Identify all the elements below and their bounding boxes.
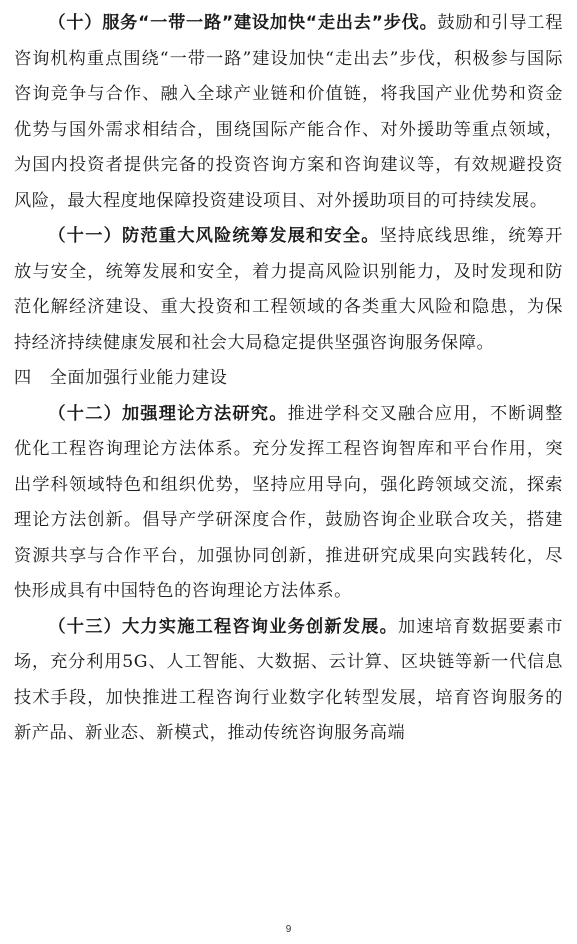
paragraph-12-body: 推进学科交叉融合应用，不断调整优化工程咨询理论方法体系。充分发挥工程咨询智库和平台作用，突出学科领域特色和组织优势，坚持应用导向，强化跨领域交流，探索理论方法创新。倡导产学研深度合作，鼓励咨询企业联合攻关，搭建资源共享与合作平台，加强协同创新，推进研究成果向实践转化，尽快形成具有中国特色的咨询理论方法体系。 xyxy=(14,403,563,601)
paragraph-10 xyxy=(14,6,563,219)
paragraph-12 xyxy=(14,397,563,610)
page-number: 9 xyxy=(285,924,292,935)
paragraph-13 xyxy=(14,610,563,752)
document-body xyxy=(14,6,563,752)
paragraph-10-body: 鼓励和引导工程咨询机构重点围绕“一带一路”建设加快“走出去”步伐，积极参与国际咨询竞争与合作、融入全球产业链和价值链，将我国产业优势和资金优势与国外需求相结合，围绕国际产能合作、对外援助等重点领域，为国内投资者提供完备的投资咨询方案和咨询建议等，有效规避投资风险，最大程度地保障投资建设项目、对外援助项目的可持续发展。 xyxy=(14,13,563,211)
paragraph-13-heading: （十三）大力实施工程咨询业务创新发展。 xyxy=(48,616,398,637)
section-heading: 四 全面加强行业能力建设 xyxy=(14,368,228,388)
paragraph-11 xyxy=(14,219,563,361)
paragraph-10-heading: （十）服务“一带一路”建设加快“走出去”步伐。 xyxy=(48,13,438,33)
paragraph-11-heading: （十一）防范重大风险统筹发展和安全。 xyxy=(48,226,380,246)
paragraph-11-body: 坚持底线思维，统筹开放与安全，统筹发展和安全，着力提高风险识别能力，及时发现和防范化解经济建设、重大投资和工程领域的各类重大风险和隐患，为保持经济持续健康发展和社会大局稳定提供坚强咨询服务保障。 xyxy=(14,226,563,353)
paragraph-12-heading: （十二）加强理论方法研究。 xyxy=(48,403,288,424)
paragraph-13-body: 加速培育数据要素市场，充分利用5G、人工智能、大数据、云计算、区块链等新一代信息技术手段，加快推进工程咨询行业数字化转型发展，培育咨询服务的新产品、新业态、新模式，推动传统咨询服务高端 xyxy=(14,616,563,743)
